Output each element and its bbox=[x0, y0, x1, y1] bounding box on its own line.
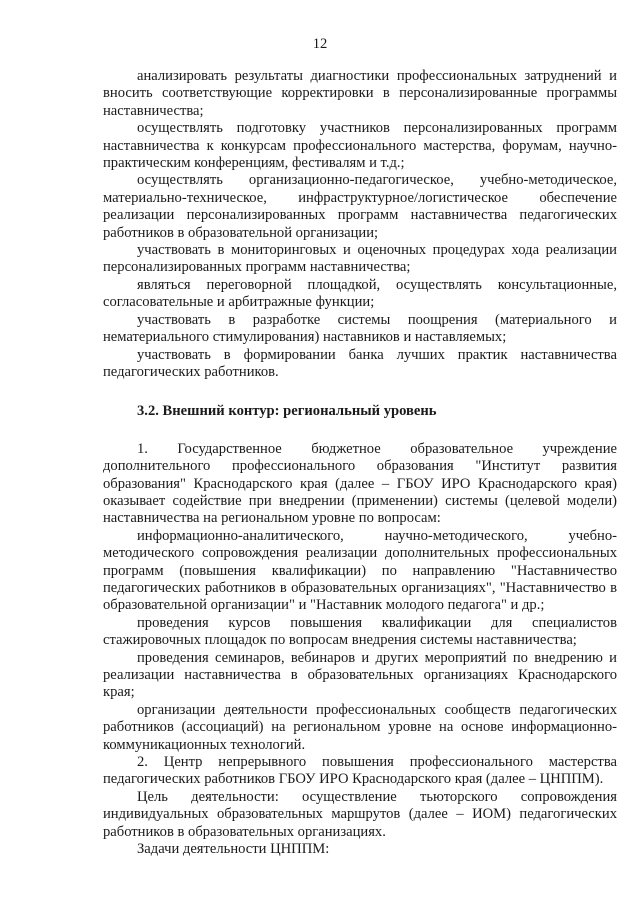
paragraph: осуществлять подготовку участников персонализированных программ наставничества к конкурсам профессионального мастерства, форумам, научно-практическим конференциям, фестивалям и т.д.; bbox=[103, 120, 617, 172]
paragraph: участвовать в формировании банка лучших практик наставничества педагогических работников. bbox=[103, 346, 617, 380]
paragraph: 1. Государственное бюджетное образовательное учреждение дополнительного профессионального образования "Институт развития образования" Краснодарского края (далее – ГБОУ ИРО Краснодарского края) оказывает содействие при внедрении (применении) системы (целевой модели) наставничества на региональном уровне по вопросам: bbox=[103, 440, 617, 527]
page-number: 12 bbox=[312, 36, 328, 52]
paragraph: анализировать результаты диагностики профессиональных затруднений и вносить соответствующие корректировки в персонализированные программы наставничества; bbox=[103, 68, 617, 119]
paragraph: осуществлять организационно-педагогическое, учебно-методическое, материально-техническое, инфраструктурное/логистическое обеспечение реализации персонализированных программ наставничества педагогических работников в образовательной организации; bbox=[103, 172, 617, 241]
paragraph: Задачи деятельности ЦНППМ: bbox=[137, 841, 330, 858]
paragraph: информационно-аналитического, научно-методического, учебно-методического сопровождения реализации дополнительных профессиональных программ (повышения квалификации) по направлению "Наставничество педагогических работников в образовательных организациях", "Наставничество в образовательной организации" и "Наставник молодого педагога" и др.; bbox=[103, 527, 617, 614]
paragraph: организации деятельности профессиональных сообществ педагогических работников (ассоциаций) на региональном уровне на основе информационно-коммуникационных технологий. bbox=[103, 701, 617, 753]
paragraph: 2. Центр непрерывного повышения профессионального мастерства педагогических работников ГБОУ ИРО Краснодарского края (далее – ЦНППМ). bbox=[103, 754, 617, 788]
paragraph: проведения семинаров, вебинаров и других мероприятий по внедрению и реализации наставничества в образовательных организациях Краснодарского края; bbox=[103, 649, 617, 701]
paragraph: участвовать в мониторинговых и оценочных процедурах хода реализации персонализированных программ наставничества; bbox=[103, 242, 617, 276]
paragraph: участвовать в разработке системы поощрения (материального и нематериального стимулирования) наставников и наставляемых; bbox=[103, 311, 617, 346]
document-body bbox=[103, 68, 617, 858]
paragraph: проведения курсов повышения квалификации для специалистов стажировочных площадок по вопросам внедрения системы наставничества; bbox=[103, 614, 617, 649]
section-heading: 3.2. Внешний контур: региональный уровень bbox=[137, 403, 437, 420]
paragraph: Цель деятельности: осуществление тьюторского сопровождения индивидуальных образовательных маршрутов (далее – ИОМ) педагогических работников в образовательных организациях. bbox=[103, 788, 617, 840]
paragraph: являться переговорной площадкой, осуществлять консультационные, согласовательные и арбитражные функции; bbox=[103, 276, 617, 311]
